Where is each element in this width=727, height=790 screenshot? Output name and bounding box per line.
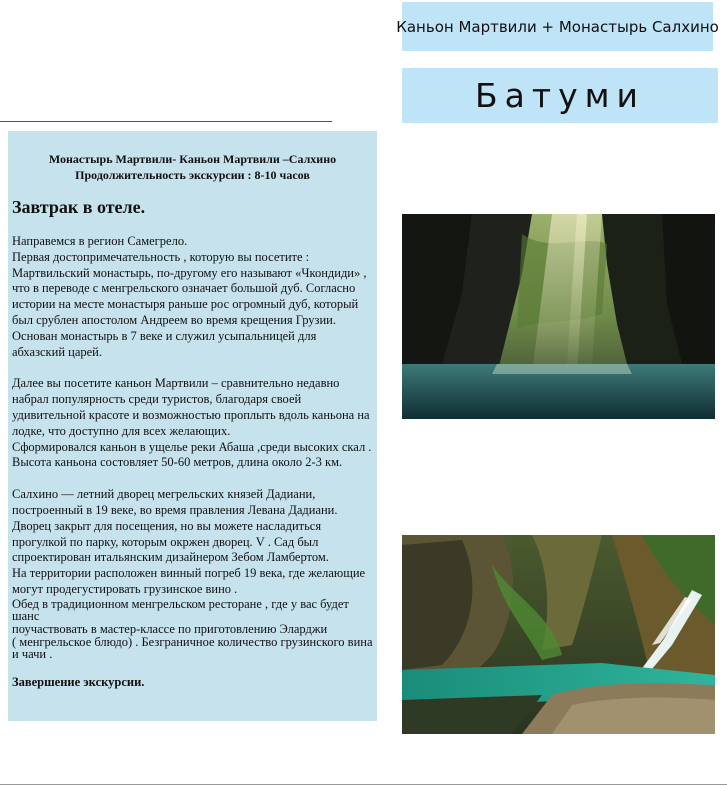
city-banner — [402, 68, 718, 123]
text-line: Первая достопримечательность , которую вы посетите : — [12, 249, 310, 264]
canyon-section — [12, 376, 373, 471]
text-line: Основан монастырь в 7 веке и служил усыпальницей для — [12, 328, 317, 343]
text-line: ( менгрельское блюдо) . Безграничное количество грузинского вина — [12, 634, 373, 649]
breakfast-heading: Завтрак в отеле. — [12, 197, 146, 217]
text-line: набрал популярность среди туристов, благодаря своей — [12, 392, 302, 407]
text-line: Далее вы посетите каньон Мартвили – сравнительно недавно — [12, 376, 340, 391]
text-line: Обед в традиционном менгрельском ресторане , где у вас будет шанс — [12, 596, 349, 624]
route-heading: Монастырь Мартвили- Каньон Мартвили –Салхино — [48, 152, 337, 166]
text-line: Высота каньона состовляет 50-60 метров, длина около 2-3 км. — [12, 455, 343, 470]
text-line: построенный в 19 веке, во время правления Левана Дадиани. — [12, 502, 338, 517]
text-line: удивительной красоте и возможностью проплыть вдоль каньона на — [12, 407, 370, 422]
tour-title: Каньон Мартвили + Монастырь Салхино — [396, 17, 719, 36]
text-line: могут продегустировать грузинское вино . — [12, 581, 238, 596]
text-line: что в переводе с менгрельского означает большой дуб. Согласно — [12, 281, 356, 296]
text-line: истории на месте монастыря раньше рос огромный дуб, который — [12, 297, 359, 312]
tour-end-note: Завершение экскурсии. — [12, 674, 145, 689]
text-line: лодке, что доступно для всех желающих. — [12, 423, 231, 438]
city-name: Батуми — [475, 76, 645, 115]
salkhino-section — [12, 487, 373, 598]
text-line: прогулкой по парку, которым окржен дворец. V . Сад был — [12, 534, 319, 549]
tour-description-panel — [8, 131, 377, 721]
text-line: спроектирован итальянским дизайнером Зебом Ламбертом. — [12, 550, 329, 565]
text-line: Дворец закрыт для посещения, но вы можете насладиться — [12, 518, 322, 533]
text-line: поучаствовать в мастер-классе по приготовлению Эларджи — [12, 621, 328, 636]
text-line: Салхино — летний дворец мегрельских князей Дадиани, — [12, 487, 316, 502]
text-line: абхазский царей. — [12, 344, 102, 359]
text-line: Направемся в регион Самегрело. — [12, 234, 188, 248]
text-line: и чачи . — [12, 647, 53, 662]
text-line: Мартвильский монастырь, по-другому его называют «Чкондиди» , — [12, 265, 367, 280]
divider-bottom — [0, 784, 727, 785]
text-line: Сформировался каньон в ущелье реки Абаша ,среди высоких скал . — [12, 439, 372, 454]
text-line: На территории расположен винный погреб 19 века, где желающие — [12, 566, 366, 581]
tour-title-banner — [396, 2, 719, 51]
duration-heading: Продолжительность экскурсии : 8-10 часов — [75, 168, 310, 182]
divider-top — [0, 121, 332, 122]
text-line: был срублен апостолом Андреем во время крещения Грузии. — [12, 312, 336, 327]
lunch-section — [12, 598, 373, 661]
canyon-waterfall-photo — [402, 535, 715, 734]
canyon-sunbeams-photo — [402, 214, 715, 419]
monastery-section — [12, 234, 373, 360]
